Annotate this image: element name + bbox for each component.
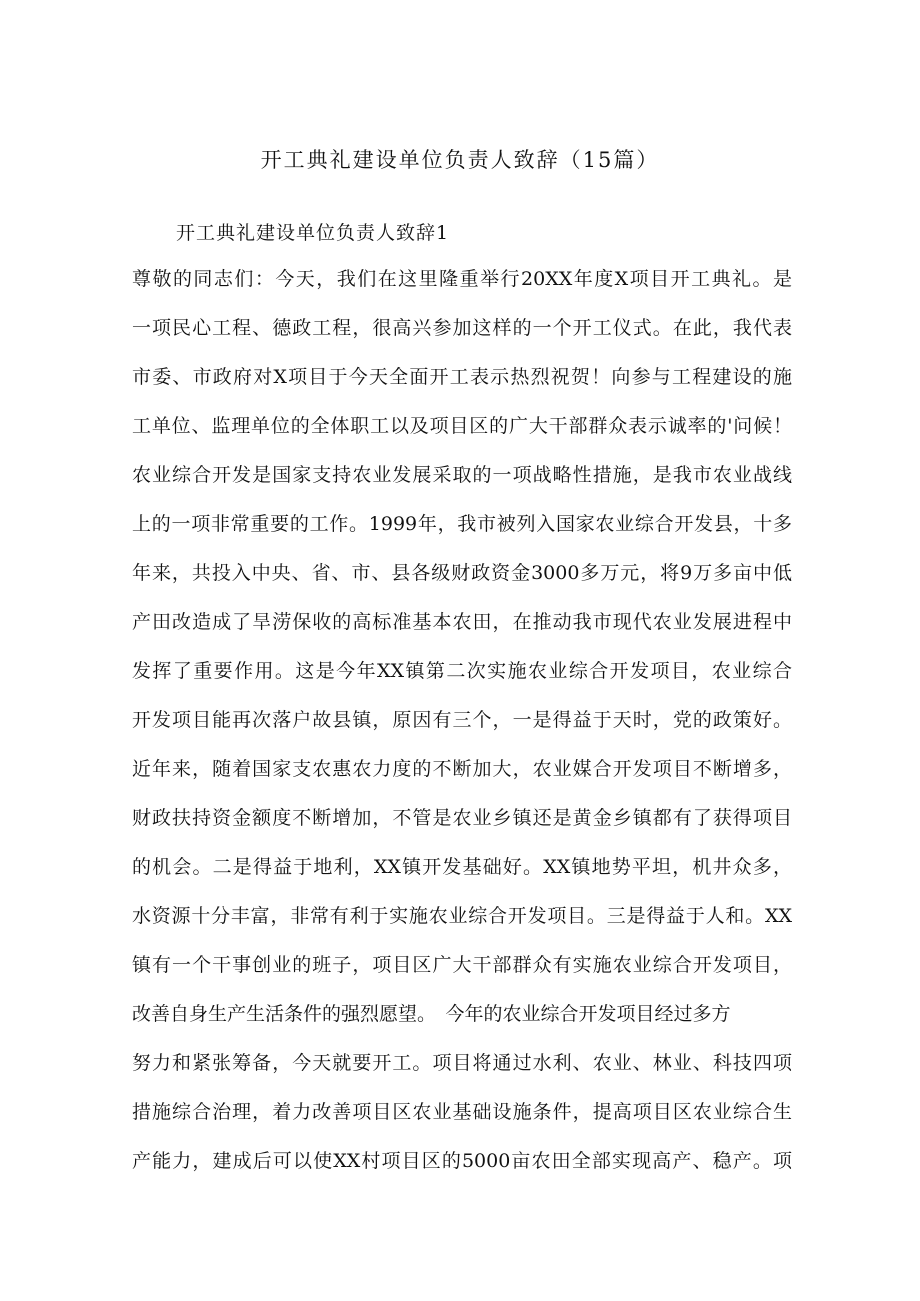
body-line: 市委、市政府对X项目于今天全面开工表示热烈祝贺！向参与工程建设的施 [132,366,792,388]
document-title: 开工典礼建设单位负责人致辞（15篇） [260,148,660,172]
body-line: 水资源十分丰富，非常有利于实施农业综合开发项目。三是得益于人和。XX [132,905,792,927]
body-line: 改善自身生产生活条件的强烈愿望。 今年的农业综合开发项目经过多方 [132,1003,731,1025]
section-heading: 开工典礼建设单位负责人致辞1 [176,222,450,244]
body-line: 措施综合治理，着力改善项目区农业基础设施条件，提高项目区农业综合生 [132,1101,792,1123]
body-line: 产田改造成了旱涝保收的高标准基本农田，在推动我市现代农业发展进程中 [132,611,792,633]
body-line: 镇有一个干事创业的班子，项目区广大干部群众有实施农业综合开发项目， [132,954,792,976]
body-line: 工单位、监理单位的全体职工以及项目区的广大干部群众表示诚率的'问候！ [132,415,792,437]
body-line: 上的一项非常重要的工作。1999年，我市被列入国家农业综合开发县，十多 [132,513,792,535]
body-line: 近年来，随着国家支农惠农力度的不断加大，农业媒合开发项目不断增多， [132,758,792,780]
body-line: 努力和紧张筹备，今天就要开工。项目将通过水利、农业、林业、科技四项 [132,1052,792,1074]
body-line: 开发项目能再次落户故县镇，原因有三个，一是得益于天时，党的政策好。 [132,709,792,731]
body-line: 的机会。二是得益于地利，XX镇开发基础好。XX镇地势平坦，机井众多， [132,856,792,878]
body-line: 财政扶持资金额度不断增加，不管是农业乡镇还是黄金乡镇都有了获得项目 [132,807,792,829]
body-line: 尊敬的同志们：今天，我们在这里隆重举行20XX年度X项目开工典礼。是 [132,268,792,290]
body-line: 年来，共投入中央、省、市、县各级财政资金3000多万元，将9万多亩中低 [132,562,792,584]
body-line: 农业综合开发是国家支持农业发展采取的一项战略性措施，是我市农业战线 [132,464,792,486]
body-line: 一项民心工程、德政工程，很高兴参加这样的一个开工仪式。在此，我代表 [132,317,792,339]
body-line: 发挥了重要作用。这是今年XX镇第二次实施农业综合开发项目，农业综合 [132,660,792,682]
body-line: 产能力，建成后可以使XX村项目区的5000亩农田全部实现高产、稳产。项 [132,1150,792,1172]
